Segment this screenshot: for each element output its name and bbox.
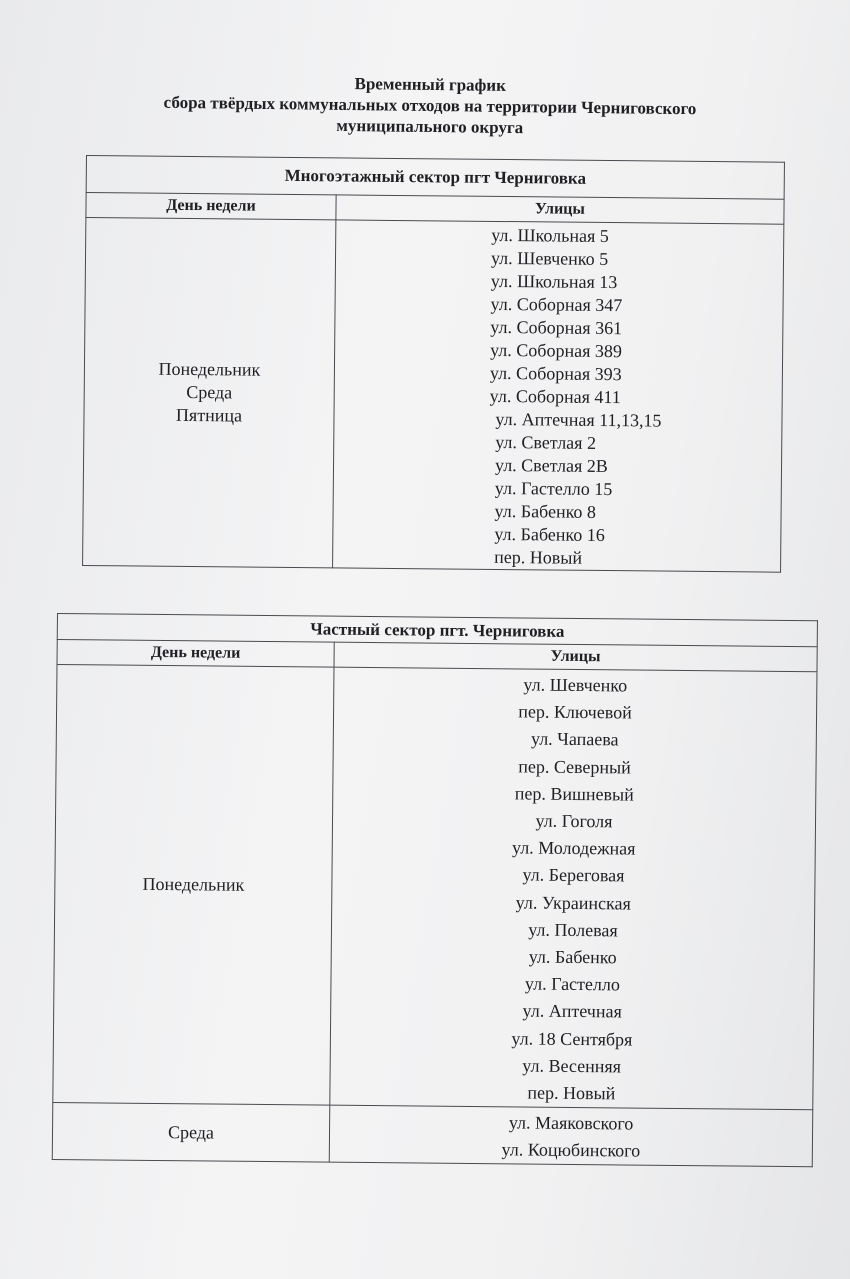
column-header-streets: Улицы xyxy=(334,642,817,672)
street-item: ул. Школьная 13 xyxy=(490,270,618,293)
street-item: пер. Новый xyxy=(494,546,583,568)
column-header-streets: Улицы xyxy=(336,195,784,224)
street-list xyxy=(330,670,816,1110)
day-cell: Понедельник xyxy=(53,665,334,1106)
document-title xyxy=(100,70,761,141)
day-label: Среда xyxy=(186,381,233,403)
street-item: пер. Ключевой xyxy=(518,701,632,723)
private-sector-schedule-table xyxy=(52,613,818,1168)
table-row xyxy=(83,218,784,573)
street-item: ул. Светлая 2В xyxy=(494,454,608,477)
column-header-day: День недели xyxy=(57,640,334,668)
street-item: ул. Соборная 411 xyxy=(489,385,621,408)
street-item: ул. Весенняя xyxy=(522,1055,622,1077)
street-item: ул. Чапаева xyxy=(530,728,619,750)
table-row xyxy=(53,665,817,1111)
street-item: ул. Береговая xyxy=(522,864,625,886)
day-cell: Среда xyxy=(52,1103,330,1163)
street-item: ул. Соборная 361 xyxy=(490,316,623,339)
street-item: ул. Соборная 347 xyxy=(490,293,623,316)
day-list xyxy=(84,357,334,428)
section-title: Многоэтажный сектор пгт Черниговка xyxy=(86,156,784,200)
street-item: ул. Бабенко 8 xyxy=(494,500,597,522)
title-line: Временный график xyxy=(354,74,507,95)
street-item: ул. Полевая xyxy=(528,919,618,941)
street-item: ул. Шевченко 5 xyxy=(490,247,609,270)
street-item: ул. Шевченко xyxy=(523,674,628,696)
street-item: ул. Школьная 5 xyxy=(491,224,609,247)
street-item: ул. Молодежная xyxy=(511,837,636,859)
street-item: пер. Вишневый xyxy=(514,783,634,805)
street-item: ул. Гастелло xyxy=(524,973,621,995)
section-title: Частный сектор пгт. Черниговка xyxy=(57,614,817,647)
multi-storey-schedule-table xyxy=(82,155,785,573)
title-line: муниципального округа xyxy=(336,115,524,138)
day-cell xyxy=(83,218,336,568)
street-item: ул. Соборная 393 xyxy=(489,362,622,385)
street-item: ул. Светлая 2 xyxy=(495,431,597,453)
table-row xyxy=(52,1103,813,1167)
streets-cell xyxy=(330,667,817,1110)
street-list xyxy=(330,1108,812,1167)
title-line: сбора твёрдых коммунальных отходов на территории Черниговского xyxy=(163,92,697,119)
street-item: ул. 18 Сентября xyxy=(511,1028,633,1050)
street-item: ул. Аптечная xyxy=(522,1000,622,1022)
streets-cell xyxy=(333,220,784,572)
day-label: Понедельник xyxy=(158,358,261,380)
street-item: ул. Маяковского xyxy=(508,1112,634,1134)
street-item: ул. Гоголя xyxy=(535,810,613,832)
street-item: пер. Новый xyxy=(527,1082,616,1104)
street-item: ул. Аптечная 11,13,15 xyxy=(495,408,662,431)
street-item: ул. Украинская xyxy=(515,892,631,914)
street-item: пер. Северный xyxy=(518,756,631,778)
street-item: ул. Бабенко xyxy=(528,946,617,968)
streets-cell xyxy=(329,1105,813,1167)
column-header-day: День недели xyxy=(86,193,336,220)
street-list xyxy=(333,222,783,571)
day-label: Пятница xyxy=(175,404,243,426)
street-item: ул. Бабенко 16 xyxy=(494,523,605,545)
street-item: ул. Коцюбинского xyxy=(501,1139,641,1161)
street-item: ул. Соборная 389 xyxy=(490,339,623,362)
street-item: ул. Гастелло 15 xyxy=(494,477,613,500)
